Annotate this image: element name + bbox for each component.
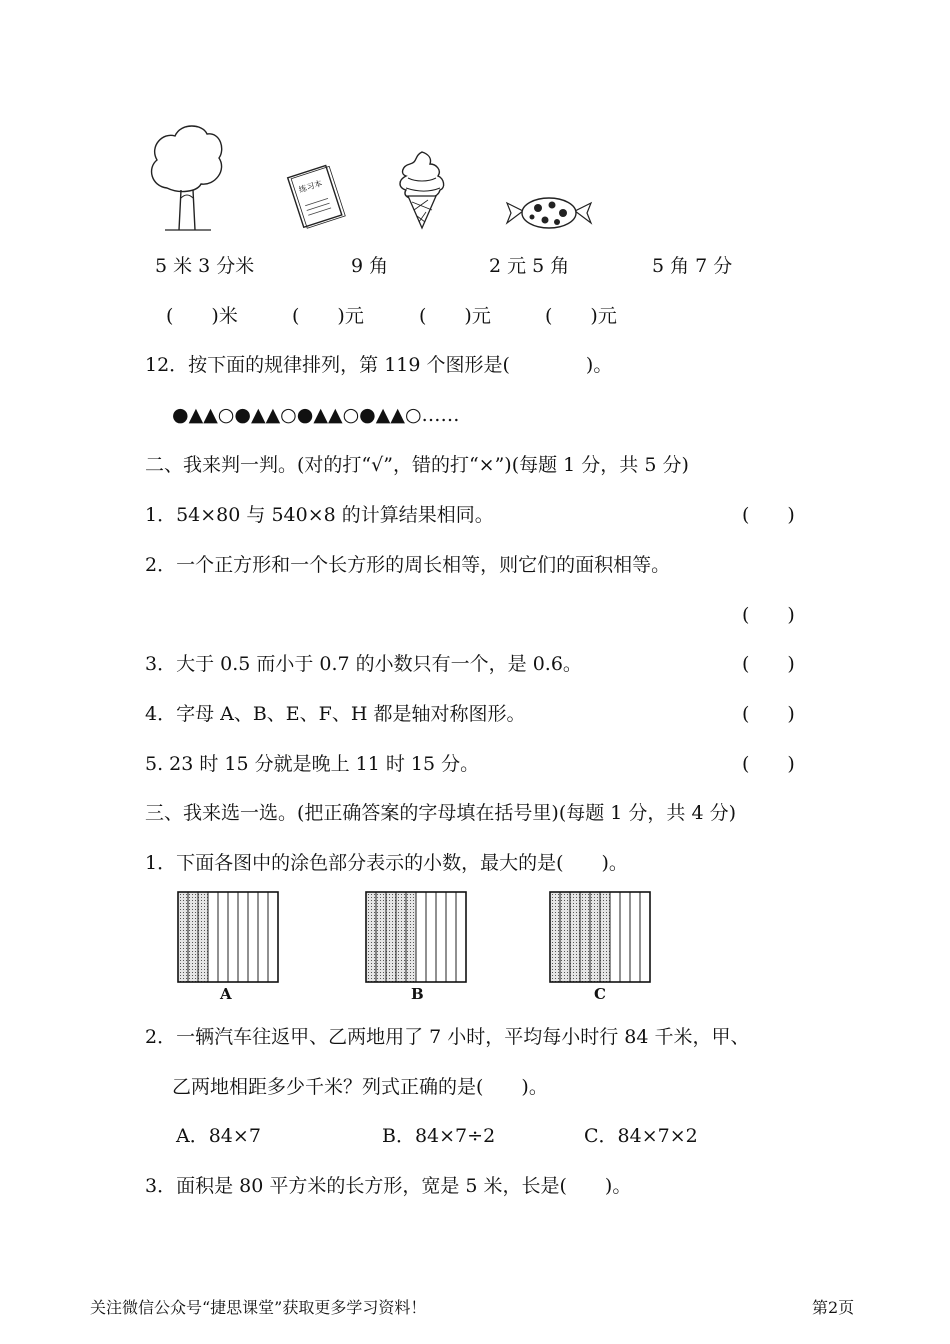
shaded-strip <box>570 892 580 982</box>
judge-answer-3[interactable]: ( ) <box>742 653 795 675</box>
empty-strip <box>228 892 238 982</box>
empty-strip <box>456 892 466 982</box>
shaded-strip <box>550 892 560 982</box>
judge-answer-1[interactable]: ( ) <box>742 504 795 526</box>
judge-item-4: 4．字母 A、B、E、F、H 都是轴对称图形。 <box>145 703 526 725</box>
decimal-figure-a <box>177 891 279 987</box>
shaded-strip <box>580 892 590 982</box>
notebook-cover-text: 练习本 <box>297 178 324 195</box>
figure-label-b: B <box>411 985 424 1003</box>
notebook-answer-blank[interactable]: ( )元 <box>292 305 364 327</box>
empty-strip <box>218 892 228 982</box>
empty-strip <box>620 892 630 982</box>
option-c[interactable]: C．84×7×2 <box>584 1125 698 1147</box>
option-a[interactable]: A．84×7 <box>176 1125 261 1147</box>
section-2-title: 二、我来判一判。(对的打“√”，错的打“×”)(每题 1 分，共 5 分) <box>145 454 689 476</box>
option-b[interactable]: B．84×7÷2 <box>382 1125 496 1147</box>
figure-label-a: A <box>220 985 232 1003</box>
shaded-strip <box>188 892 198 982</box>
tree-icon <box>145 120 225 235</box>
empty-strip <box>208 892 218 982</box>
notebook-icon <box>285 162 347 232</box>
choice-question-2-line-2: 乙两地相距多少千米？列式正确的是( )。 <box>172 1076 548 1098</box>
judge-item-5: 5. 23 时 15 分就是晚上 11 时 15 分。 <box>145 753 480 775</box>
notebook-value-label: 9 角 <box>351 255 389 277</box>
question-12: 12．按下面的规律排列，第 119 个图形是( )。 <box>145 354 613 376</box>
ice-cream-answer-blank[interactable]: ( )元 <box>419 305 491 327</box>
empty-strip <box>446 892 456 982</box>
decimal-figure-b <box>365 891 467 987</box>
candy-answer-blank[interactable]: ( )元 <box>545 305 617 327</box>
figure-label-c: C <box>594 985 606 1003</box>
candy-icon <box>505 193 593 233</box>
empty-strip <box>416 892 426 982</box>
section-3-title: 三、我来选一选。(把正确答案的字母填在括号里)(每题 1 分，共 4 分) <box>145 802 736 824</box>
judge-answer-4[interactable]: ( ) <box>742 703 795 725</box>
shaded-strip <box>600 892 610 982</box>
shaded-strip <box>178 892 188 982</box>
ice-cream-value-label: 2 元 5 角 <box>489 255 570 277</box>
empty-strip <box>248 892 258 982</box>
choice-question-2-line-1: 2．一辆汽车往返甲、乙两地用了 7 小时，平均每小时行 84 千米，甲、 <box>145 1026 750 1048</box>
tree-value-label: 5 米 3 分米 <box>155 255 255 277</box>
empty-strip <box>610 892 620 982</box>
ice-cream-illustration <box>392 148 448 232</box>
empty-strip <box>630 892 640 982</box>
ice-cream-icon <box>392 148 448 232</box>
tree-illustration <box>145 120 225 235</box>
tree-answer-blank[interactable]: ( )米 <box>166 305 238 327</box>
shaded-strip <box>406 892 416 982</box>
shaded-strip <box>560 892 570 982</box>
page-number: 第2页 <box>812 1298 855 1317</box>
judge-answer-2[interactable]: ( ) <box>742 604 795 626</box>
empty-strip <box>268 892 278 982</box>
empty-strip <box>426 892 436 982</box>
shape-pattern: ●▲▲○●▲▲○●▲▲○●▲▲○…… <box>172 404 460 426</box>
choice-question-3: 3．面积是 80 平方米的长方形，宽是 5 米，长是( )。 <box>145 1175 632 1197</box>
footer-note: 关注微信公众号“捷思课堂”获取更多学习资料！ <box>90 1298 427 1317</box>
empty-strip <box>640 892 650 982</box>
shaded-strip <box>590 892 600 982</box>
candy-value-label: 5 角 7 分 <box>652 255 733 277</box>
judge-item-1: 1．54×80 与 540×8 的计算结果相同。 <box>145 504 494 526</box>
shaded-strip <box>376 892 386 982</box>
shaded-strip <box>386 892 396 982</box>
empty-strip <box>258 892 268 982</box>
notebook-illustration <box>285 162 347 232</box>
choice-question-1: 1．下面各图中的涂色部分表示的小数，最大的是( )。 <box>145 852 628 874</box>
shaded-strip <box>396 892 406 982</box>
shaded-strip <box>366 892 376 982</box>
decimal-figure-c <box>549 891 651 987</box>
judge-item-2: 2．一个正方形和一个长方形的周长相等，则它们的面积相等。 <box>145 554 671 576</box>
shaded-strip <box>198 892 208 982</box>
empty-strip <box>238 892 248 982</box>
judge-item-3: 3．大于 0.5 而小于 0.7 的小数只有一个，是 0.6。 <box>145 653 582 675</box>
candy-illustration <box>505 193 593 233</box>
judge-answer-5[interactable]: ( ) <box>742 753 795 775</box>
empty-strip <box>436 892 446 982</box>
